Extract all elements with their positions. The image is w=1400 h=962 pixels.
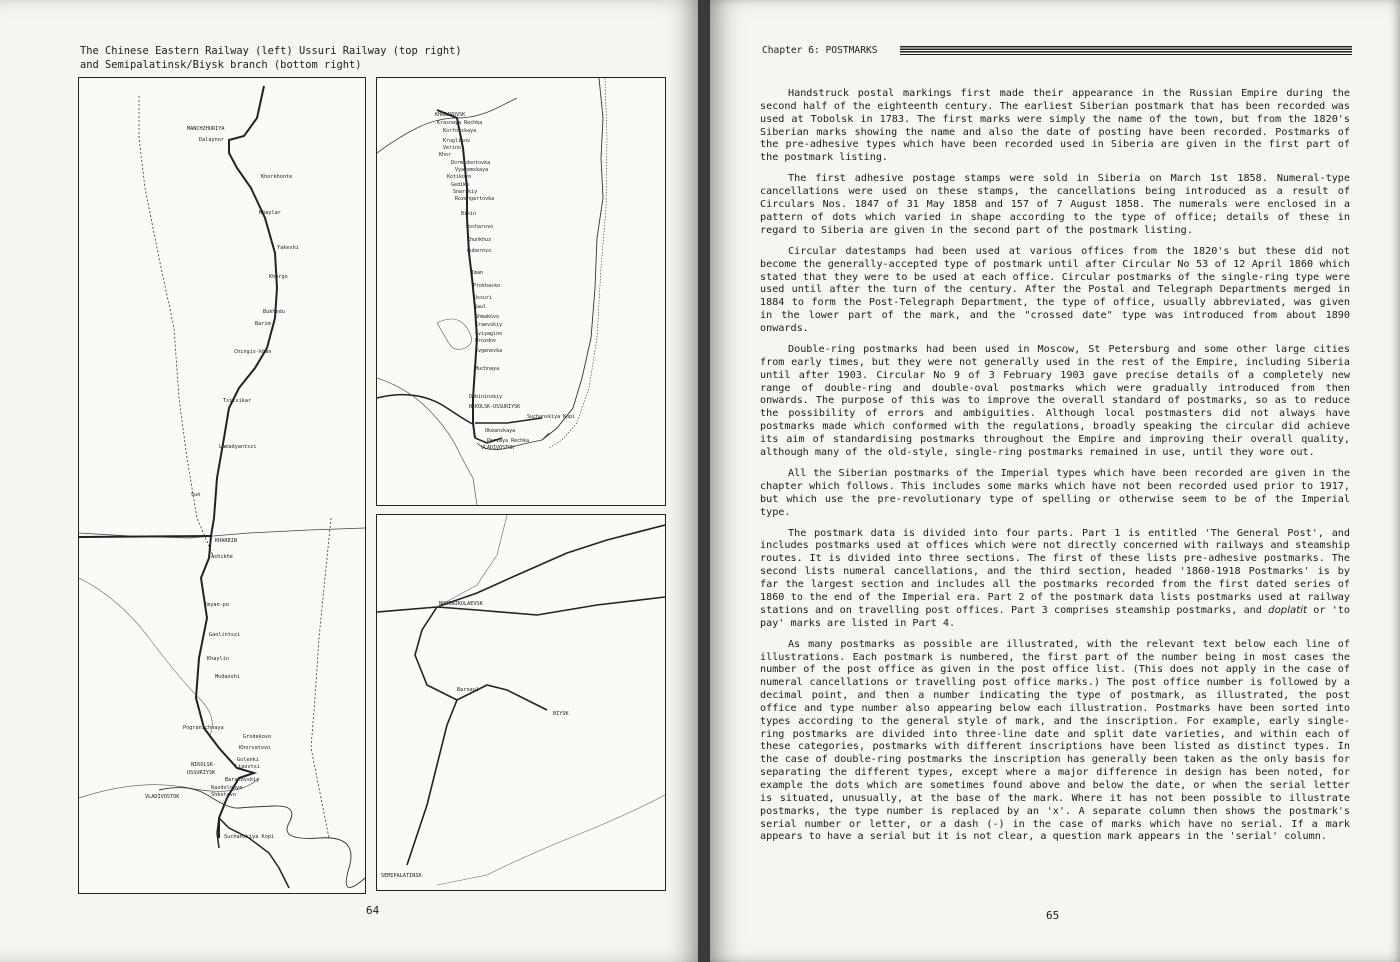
ussuri-label-24: Drozdov (475, 338, 497, 344)
ussuri-label-4: Kruglikov (443, 138, 471, 144)
label-khorvatovo: Khorvatovo (239, 745, 271, 751)
label-nikolsk-1: NIKOLSK- (191, 762, 216, 768)
paragraph-3: Circular datestamps had been used at various offices from the 1820's but these did not become the generally-accepted type of postmark until after Circular No 53 of 12 April 1860 which stated that they were to be used at each office. Circular postmarks of the single-ring type were used until after the turn of the century. After the Postal and Telegraph Departments merged in 1884 to form the Post-Telegraph Department, the type of office, usually abbreviated, was given in the lower part of the mark, and the "crossed date" type was introduced from about 1890 onwards. (760, 245, 1350, 334)
label-shkotovo: Shkotovo (211, 792, 236, 798)
label-modaoshi: Modaoshi (215, 674, 240, 680)
ussuri-label-29: Suchanskiya Kopi (527, 414, 576, 420)
label-manchzhuriya: MANCHZHURIYA (187, 126, 225, 132)
ussuri-label-9: Kotikovo (447, 174, 472, 180)
ussuri-label-2: Krasnaya Rechka (437, 120, 483, 126)
chinese-eastern-railway-map (78, 77, 366, 894)
ussuri-label-12: Rozengartovka (455, 196, 495, 202)
ussuri-label-1: KHABAROVSK (435, 112, 466, 118)
ussuri-label-28: NIKOLSK-USSURIYSK (469, 404, 521, 410)
ussuri-label-21: Shmakovo (475, 314, 500, 320)
paragraph-7: As many postmarks as possible are illustrated, with the relevant text below each line of illustrations. Each postmark is numbered, the first part of the number being in most cases the number of the post office as given in the post office list. (This does not apply in the case of numeral cancellations or travelling post office marks.) The post office number is followed by a decimal point, and then a number indicating the type of postmark, as illustrated, the post office and type number also appearing below each illustration. Postmarks have been sorted into types according to the general style of mark, and the inscription. For example, early single-ring postmarks are divided into three-line date and split date varieties, and within each of these categories, postmarks with different inscriptions have been listed as distinct types. In the case of double-ring postmarks the inscription has generally been taken as the only basis for separating the different types, except where a major difference in design has been noted, for example the dots which are sometimes found above and below the date, or when the serial letter is situated, unusually, at the base of the mark. Where it has not been possible to illustrate postmarks, the type number is replaced by an 'x'. A separate column then shows the postmark's serial number or letter, or a dash (-) in the case of marks which have no serial. If a mark appears to have a serial but it is not clear, a question mark appears in the 'serial' column. (760, 638, 1350, 843)
ussuri-label-10: Gedike (451, 182, 470, 188)
label-khaylin: Khaylin (207, 656, 229, 662)
label-ashikhe: Ashikhe (211, 554, 233, 560)
label-vladivostok: VLADIVOSTOK (145, 794, 180, 800)
label-sun: Sun (191, 492, 201, 498)
ussuri-railway-map (376, 77, 666, 506)
label-razdolnaya: Razdolnaya (211, 785, 243, 791)
label-kharbin: KHARBIN (215, 538, 237, 544)
label-semipalatinsk: SEMIPALATINSK (381, 873, 422, 879)
paragraph-1: Handstruck postal markings first made their appearance in the Russian Empire during the second half of the eighteenth century. The earliest Siberian postmark that has been recorded was used at Tobolsk in 1783. The first marks were simply the name of the town, but from the 1820's Siberian marks showing the name and also the date of posting have been recorded. Postmarks of the pre-adhesive types which have been recorded used in Siberia are given in the first part of the postmark listing. (760, 88, 1350, 164)
label-dalaynor: Dalaynor (199, 137, 224, 143)
cer-map-svg (79, 78, 365, 893)
chapter-body-text (760, 88, 1350, 852)
ussuri-label-17: Iman (471, 270, 484, 276)
map-caption (80, 44, 462, 72)
ussuri-label-15: Khunkhuz (467, 237, 492, 243)
page-number-left: 64 (366, 904, 380, 917)
ussuri-label-6: Khor (439, 152, 452, 158)
ussuri-label-7: Dormidontovka (451, 160, 491, 166)
ussuri-label-5: Verino (443, 145, 462, 151)
ussuri-label-23: Sviyagino (475, 331, 503, 337)
label-biysk: BIYSK (553, 711, 569, 717)
ussuri-label-22: Kraevskiy (475, 322, 503, 328)
label-barnaul: Barnaul (457, 687, 479, 693)
label-yakeshi: Yakeshi (277, 245, 299, 251)
ussuri-label-14: Bocharovo (466, 224, 494, 230)
paragraph-5: All the Siberian postmarks of the Imperial types which have been recorded are given in the chapter which follows. This includes some marks which have not been recorded used prior to 1917, but which use the pre-revolutionary type of spelling or otherwise seem to be of the Imperial type. (760, 467, 1350, 518)
ussuri-label-27: Dubininskiy (469, 394, 503, 400)
ussuri-label-13: Bikin (461, 211, 477, 217)
label-lamadyantszi: Lamadyantszi (219, 444, 257, 450)
label-novonikolaevsk: NOVONIKOLAEVSK (439, 601, 483, 607)
ussuri-label-8: Vyazemskaya (455, 167, 489, 173)
label-chingis-khan: Chingis-khan (234, 349, 272, 355)
label-baranovskiy: Baranovskiy (225, 777, 260, 783)
siberia-map-svg (377, 515, 665, 890)
label-barim: Barim (255, 321, 271, 327)
ussuri-label-32: VLADIVOSTOK (481, 445, 515, 451)
paragraph-6: The postmark data is divided into four parts. Part 1 is entitled 'The General Post', and includes postmarks used at offices which were not directly concerned with railways and steamship routes. It is divided into three sections. The first of these lists pre-adhesive postmarks. The second lists numeral cancellations, and the third section, headed '1860-1918 Postmarks' is by far the largest section and includes all the postmarks recorded from the first dated series of 1860 to the end of the Imperial era. Part 2 of the postmark data lists postmarks used at railway stations and on travelling post offices. Part 3 comprises steamship postmarks, and doplatit or 'to pay' marks are listed in Part 4. (760, 527, 1351, 629)
label-suchanskiya-kopi: Suchanskiya Kopi (224, 834, 274, 840)
label-tsitsikar: Tsitsikar (223, 398, 252, 404)
label-imyan-po: Imyan-po (204, 602, 229, 608)
label-nikolsk-2: USSURIYSK (187, 770, 216, 776)
chapter-heading: Chapter 6: POSTMARKS (762, 45, 878, 56)
ussuri-label-26: Muchnaya (475, 366, 500, 372)
doplatit-term: doplatit (1268, 604, 1307, 616)
caption-line-2: and Semipalatinsk/Biysk branch (bottom right) (80, 59, 362, 71)
ussuri-label-25: Evgenevka (475, 348, 503, 354)
ussuri-label-16: Guberovo (467, 248, 492, 254)
semipalatinsk-biysk-map (376, 514, 666, 891)
label-golenki: Golenki (237, 757, 259, 763)
label-khorkhonte: Khorkhonte (261, 174, 293, 180)
page-number-right: 65 (1046, 909, 1060, 922)
paragraph-2: The first adhesive postage stamps were sold in Siberia on March 1st 1858. Numeral-type cancellations were used on these stamps, the cancellations being introduced as a result of Circulars Nos. 1847 of 31 May 1858 and 157 of 7 August 1858. The numerals were enclosed in a pattern of dots which varied in shape according to the type of office; details of these in regard to Siberia are given in the second part of the postmark listing. (760, 173, 1350, 236)
label-grodekovo: Grodekovo (243, 734, 272, 740)
ussuri-label-30: Okeanskaya (485, 428, 516, 434)
label-pogranichnaya: Pogranichnaya (183, 725, 224, 731)
ussuri-label-20: Kaul (474, 304, 487, 310)
label-khorgo: Khorgo (269, 274, 288, 280)
ussuri-label-31: Pervaya Rechka (487, 438, 530, 444)
label-gaolintszi: Gaolintszi (209, 632, 241, 638)
label-lipovtsi: Lipovtsi (235, 764, 260, 770)
ussuri-label-3: Korfovskaya (443, 128, 477, 134)
caption-line-1: The Chinese Eastern Railway (left) Ussuri Railway (top right) (80, 45, 462, 57)
chapter-heading-rule (900, 46, 1352, 56)
paragraph-4: Double-ring postmarks had been used in Moscow, St Petersburg and some other large cities from early times, but they were not generally used in the rest of the Empire, including Siberia until after 1903. Circular No 9 of 3 February 1903 gave precise details of a completely new range of double-ring and double-oval postmarks which were gradually introduced from then onwards. The purpose of this was to improve the overall standard of postmarks, so as to reduce the possibility of errors and ambiguities. Although local postmasters did not always have postmarks made which conformed with the regulations, broadly speaking the circular did achieve its aim of standardising postmarks throughout the Empire and improving their overall quality, although many of the old-style, single-ring postmarks remained in use, until they wore out. (760, 344, 1350, 458)
ussuri-label-19: Ussuri (474, 295, 493, 301)
label-bukhedu: Bukhedu (263, 309, 285, 315)
ussuri-label-11: Snarskiy (453, 189, 478, 195)
ussuri-label-18: Prokhasko (473, 283, 501, 289)
ussuri-map-svg (377, 78, 665, 505)
label-khaylar: Khaylar (259, 210, 281, 216)
